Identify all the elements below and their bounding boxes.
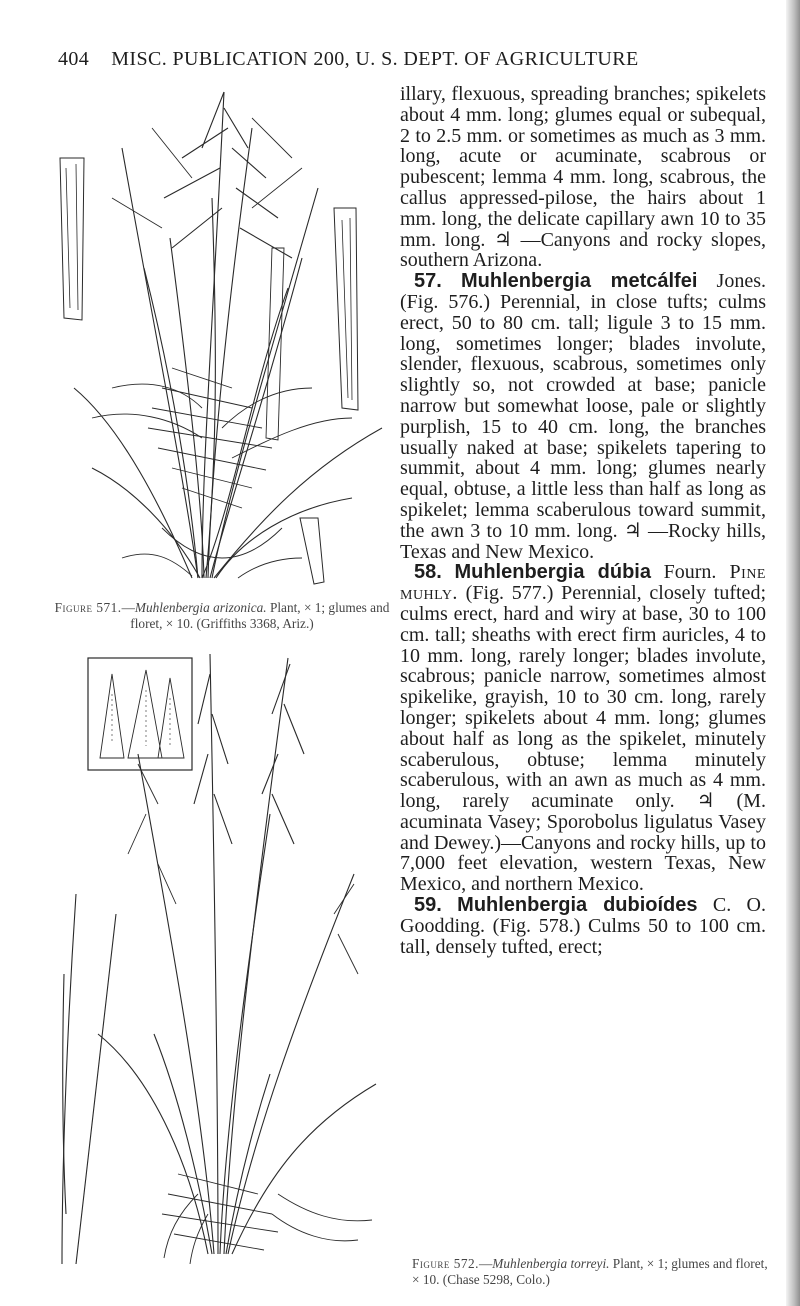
species-57-name: Muhlenbergia metcálfei (460, 270, 698, 293)
page-number: 404 (58, 48, 90, 70)
figure-572-caption: Figure 572.—Muhlenbergia torreyi. Plant, × 1; glumes and floret, × 10. (Chase 5298, Colo.) (412, 1256, 768, 1287)
species-59-author: C. O. Goodding. (400, 894, 766, 937)
figure-572-label: Figure 572. (412, 1256, 479, 1271)
species-57-description: (Fig. 576.) Perennial, in close tufts; culms erect, 50 to 80 cm. tall; ligule 3 to 15 mm. long, sometimes longer; blades involute, slender, flexuous, scabrous, sometimes only slightly so, not crowded at base; panicle narrow but somewhat loose, pale or slightly purplish, 15 to 40 cm. long, the branches usually naked at base; spikelets tapering to summit, about 4 mm. long; glumes nearly equal, obtuse, a little less than half as long as spikelet; lemma scaberulous toward summit, the awn 3 to 10 mm. long. ♃ —Rocky hills, Texas and New Mexico. (400, 290, 766, 563)
figure-572-text: Plant, × 1; glumes and floret, × 10. (Chase 5298, Colo.) (412, 1256, 768, 1287)
species-58-description: (Fig. 577.) Perennial, closely tufted; culms erect, hard and wiry at base, 30 to 100 cm. tall; sheaths with erect firm auricles, 4 to 10 mm. long, rarely longer; blades involute, scabrous; panicle narrow, sometimes almost spikelike, grayish, 10 to 30 cm. long, rarely longer; spikelets about 4 mm. long; glumes about half as long as the spikelet, minutely scaberulous, obtuse; lemma minutely scaberulous, with an awn as much as 4 mm. long, rarely acuminate only. ♃ (M. acuminata Vasey; Sporobolus ligulatus Vasey and Dewey.)—Canyons and rocky hills, up to 7,000 feet elevation, western Texas, New Mexico, and northern Mexico. (400, 582, 766, 896)
species-58 (400, 562, 766, 895)
figure-572-species: Muhlenbergia torreyi. (492, 1256, 610, 1271)
species-57 (400, 271, 766, 562)
continuation-paragraph: illary, flexuous, spreading branches; spikelets about 4 mm. long; glumes equal or subequal, 2 to 2.5 mm. or sometimes as much as 3 mm. long, acute or acuminate, scabrous or pubescent; lemma 4 mm. long, scabrous, the callus appressed-pilose, the hairs about 1 mm. long, the delicate capillary awn 10 to 35 mm. long. ♃ —Canyons and rocky slopes, southern Arizona. (400, 83, 766, 272)
running-header (58, 48, 778, 71)
species-57-number: 57. (414, 270, 442, 293)
figure-571-illustration (52, 88, 392, 590)
species-58-author: Fourn. (650, 561, 717, 584)
species-59-number: 59. (414, 894, 442, 917)
species-57-author: Jones. (697, 270, 767, 293)
species-58-common-name: Pine muhly. (400, 561, 766, 605)
figure-572-illustration (58, 654, 378, 1264)
figure-571-caption: Figure 571.—Muhlenbergia arizonica. Plant, × 1; glumes and floret, × 10. (Griffiths 3368, Ariz.) (54, 600, 390, 631)
figure-571-label: Figure 571. (54, 600, 122, 615)
body-text (400, 84, 766, 957)
species-59-description: (Fig. 578.) Culms 50 to 100 cm. tall, densely tufted, erect; (400, 914, 766, 958)
running-title: MISC. PUBLICATION 200, U. S. DEPT. OF AGRICULTURE (111, 48, 639, 70)
species-58-number: 58. (414, 561, 442, 584)
figure-571-species: Muhlenbergia arizonica. (134, 600, 267, 615)
page-edge (786, 0, 800, 1306)
species-59 (400, 895, 766, 957)
species-58-name: Muhlenbergia dúbia (454, 561, 651, 584)
species-59-name: Muhlenbergia dubioídes (457, 894, 698, 917)
figure-571-text: Plant, × 1; glumes and floret, × 10. (Griffiths 3368, Ariz.) (130, 600, 390, 631)
